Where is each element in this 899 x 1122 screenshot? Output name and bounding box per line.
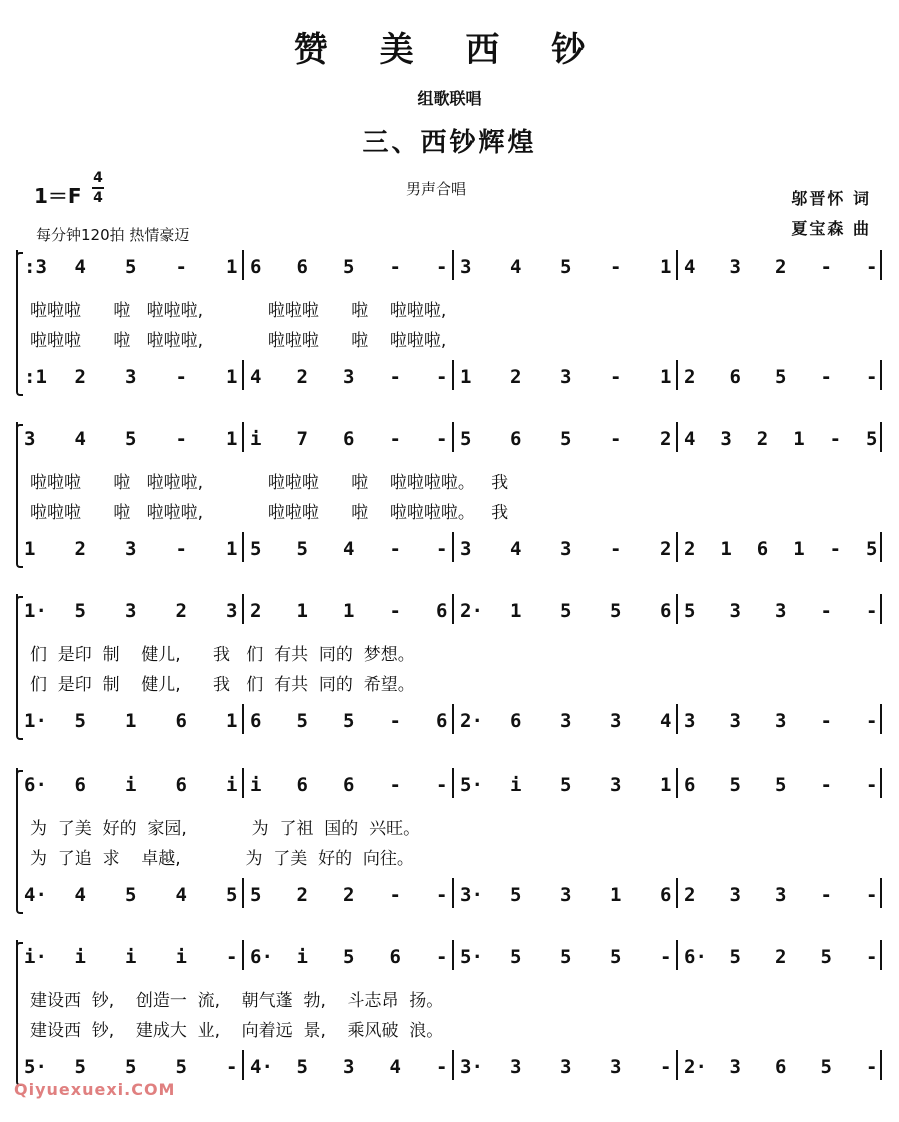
bar-line — [452, 360, 454, 390]
note: 5 — [510, 884, 522, 906]
score-system — [16, 428, 882, 568]
note: 5 — [866, 428, 878, 450]
lyric-text: 们 是印 制 健儿, 我 们 有共 同的 梦想。 — [30, 645, 415, 665]
bar-line — [880, 532, 882, 562]
note: 1 — [226, 366, 238, 388]
note: 6 — [74, 774, 86, 796]
bar-line — [880, 768, 882, 798]
note: - — [866, 1056, 878, 1078]
note: - — [820, 366, 832, 388]
note: - — [829, 538, 842, 560]
lyric-verse-2 — [16, 670, 882, 694]
lyric-verse-1 — [16, 986, 882, 1010]
bar-line — [242, 704, 244, 734]
note: 5 — [125, 884, 137, 906]
note: 6 — [436, 600, 448, 622]
bar-line — [676, 422, 678, 452]
note: 4 — [684, 428, 696, 450]
note: 3 — [560, 366, 572, 388]
note: 3 — [775, 884, 787, 906]
note: 4 — [74, 884, 86, 906]
note: 5 — [610, 600, 622, 622]
note: 5 — [175, 1056, 187, 1078]
bar-line — [242, 768, 244, 798]
bar-line — [676, 704, 678, 734]
bar-line — [452, 878, 454, 908]
bar-line — [452, 422, 454, 452]
note: 5 — [775, 774, 787, 796]
note: 2 — [775, 256, 787, 278]
bar-line — [676, 594, 678, 624]
note: - — [436, 884, 448, 906]
note: - — [866, 710, 878, 732]
note: 3 — [720, 428, 732, 450]
note: 5 — [296, 710, 308, 732]
note: 2 — [775, 946, 787, 968]
bar-line — [452, 250, 454, 280]
note: - — [866, 884, 878, 906]
note: 1· — [24, 710, 47, 732]
note: 4 — [389, 1056, 401, 1078]
note: i — [175, 946, 187, 968]
note: 3 — [610, 1056, 622, 1078]
bar-line — [452, 532, 454, 562]
note: 1 — [610, 884, 622, 906]
note: 5 — [560, 774, 572, 796]
lyric-verse-1 — [16, 296, 882, 320]
time-signature-line — [92, 187, 104, 189]
note: 4· — [24, 884, 47, 906]
note: 4 — [684, 256, 696, 278]
note: 2· — [460, 600, 483, 622]
note: 4 — [250, 366, 262, 388]
note: 4 — [660, 710, 672, 732]
note: 1 — [660, 366, 672, 388]
note: 6 — [175, 710, 187, 732]
note: 2 — [660, 538, 672, 560]
note: - — [175, 256, 187, 278]
bar-line — [676, 360, 678, 390]
upper-voice-row — [16, 600, 882, 630]
note: 1 — [343, 600, 355, 622]
note: 5 — [74, 600, 86, 622]
note: 5 — [125, 1056, 137, 1078]
note: - — [660, 946, 672, 968]
note: 3 — [729, 884, 741, 906]
bar-line — [16, 422, 18, 452]
note: i — [296, 946, 308, 968]
note: 5 — [296, 538, 308, 560]
bar-line — [242, 878, 244, 908]
composer-credit: 夏宝森 曲 — [791, 219, 871, 238]
bar-line — [880, 250, 882, 280]
note: - — [820, 256, 832, 278]
note: 1 — [793, 538, 805, 560]
note: 5 — [125, 428, 137, 450]
note: - — [389, 428, 401, 450]
lower-voice-row — [16, 538, 882, 568]
note: - — [866, 774, 878, 796]
note: 3 — [775, 600, 787, 622]
note: 1 — [460, 366, 472, 388]
note: 3 — [684, 710, 696, 732]
note: i — [250, 428, 262, 450]
note: 5 — [74, 1056, 86, 1078]
note: 1 — [24, 538, 36, 560]
note: 1 — [226, 710, 238, 732]
note: 5 — [820, 946, 832, 968]
bar-line — [16, 704, 18, 734]
upper-voice-row — [16, 774, 882, 804]
note: 6 — [343, 428, 355, 450]
bar-line — [16, 768, 18, 798]
note: 5 — [560, 256, 572, 278]
bar-line — [880, 594, 882, 624]
note: - — [820, 884, 832, 906]
note: 2 — [684, 366, 696, 388]
note: 2 — [510, 366, 522, 388]
bar-line — [880, 704, 882, 734]
lyric-verse-2 — [16, 498, 882, 522]
note: 6 — [775, 1056, 787, 1078]
bar-line — [16, 594, 18, 624]
note: - — [436, 366, 448, 388]
note: i — [125, 774, 137, 796]
note: - — [829, 428, 842, 450]
note: 5 — [74, 710, 86, 732]
note: - — [436, 256, 448, 278]
lyric-text: 啦啦啦 啦 啦啦啦, 啦啦啦 啦 啦啦啦啦。 我 — [30, 503, 509, 523]
note: i — [74, 946, 86, 968]
time-signature — [92, 170, 104, 206]
note: 3 — [560, 1056, 572, 1078]
note: - — [610, 256, 622, 278]
note: 6· — [684, 946, 707, 968]
note: i — [226, 774, 238, 796]
lyric-text: 啦啦啦 啦 啦啦啦, 啦啦啦 啦 啦啦啦, — [30, 331, 447, 351]
note: 6 — [296, 774, 308, 796]
bar-line — [242, 1050, 244, 1080]
bar-line — [16, 878, 18, 908]
lyric-verse-1 — [16, 814, 882, 838]
note: 6 — [250, 256, 262, 278]
bar-line — [452, 940, 454, 970]
bar-line — [880, 940, 882, 970]
note: - — [610, 366, 622, 388]
note: 6 — [389, 946, 401, 968]
note: - — [389, 600, 401, 622]
note: 2 — [660, 428, 672, 450]
note: 5 — [226, 884, 238, 906]
note: 3 — [610, 710, 622, 732]
note: - — [820, 774, 832, 796]
note: 2 — [684, 538, 696, 560]
upper-voice-row — [16, 946, 882, 976]
note: - — [866, 600, 878, 622]
note: 5 — [610, 946, 622, 968]
note: 5 — [866, 538, 878, 560]
key-signature: 1＝F — [34, 184, 82, 208]
lyric-text: 建设西 钞, 建成大 业, 向着远 景, 乘风破 浪。 — [30, 1021, 444, 1041]
note: - — [820, 710, 832, 732]
note: 3 — [460, 256, 472, 278]
note: 5· — [24, 1056, 47, 1078]
upper-voice-row — [16, 428, 882, 458]
bar-line — [16, 250, 18, 280]
note: 3 — [343, 366, 355, 388]
note: 5 — [560, 946, 572, 968]
note: 5 — [560, 428, 572, 450]
note: - — [389, 538, 401, 560]
note: - — [175, 428, 187, 450]
note: - — [175, 538, 187, 560]
note: 5 — [296, 1056, 308, 1078]
tempo-marking: 每分钟120拍 热情豪迈 — [36, 226, 190, 244]
bar-line — [676, 878, 678, 908]
note: 6 — [436, 710, 448, 732]
note: - — [436, 946, 448, 968]
note: 3 — [125, 600, 137, 622]
score-system — [16, 256, 882, 396]
bar-line — [676, 532, 678, 562]
note: - — [436, 428, 448, 450]
note: 5 — [510, 946, 522, 968]
voice-label: 男声合唱 — [406, 180, 467, 198]
note: 4 — [175, 884, 187, 906]
note: 5 — [125, 256, 137, 278]
note: 3 — [729, 710, 741, 732]
note: 4 — [343, 538, 355, 560]
note: 5 — [343, 946, 355, 968]
score-system — [16, 946, 882, 1086]
note: 3 — [460, 538, 472, 560]
note: - — [436, 774, 448, 796]
note: - — [866, 256, 878, 278]
note: 6 — [250, 710, 262, 732]
note: 4· — [250, 1056, 273, 1078]
note: 3 — [560, 538, 572, 560]
note: - — [610, 428, 622, 450]
note: 1· — [24, 600, 47, 622]
note: 3 — [560, 884, 572, 906]
bar-line — [16, 360, 18, 390]
note: 1 — [125, 710, 137, 732]
note: i· — [24, 946, 47, 968]
note: 5· — [460, 946, 483, 968]
note: 3 — [560, 710, 572, 732]
note: 2· — [684, 1056, 707, 1078]
note: 3 — [610, 774, 622, 796]
bar-line — [676, 768, 678, 798]
song-title: 赞 美 西 钞 — [293, 30, 606, 70]
note: 5 — [460, 428, 472, 450]
note: 4 — [74, 256, 86, 278]
note: - — [866, 366, 878, 388]
note: 5 — [250, 884, 262, 906]
time-signature-bottom: 4 — [93, 190, 103, 206]
note: - — [820, 600, 832, 622]
note: 3 — [775, 710, 787, 732]
bar-line — [16, 1050, 18, 1080]
lyric-verse-1 — [16, 468, 882, 492]
note: 2 — [756, 428, 769, 450]
bar-line — [242, 360, 244, 390]
note: 6· — [24, 774, 47, 796]
note: - — [866, 946, 878, 968]
note: 6 — [684, 774, 696, 796]
note: 1 — [793, 428, 805, 450]
note: 6 — [660, 884, 672, 906]
bar-line — [452, 1050, 454, 1080]
bar-line — [452, 594, 454, 624]
note: 5 — [775, 366, 787, 388]
bar-line — [452, 768, 454, 798]
note: 1 — [226, 538, 238, 560]
note: 2 — [74, 366, 86, 388]
note: 1 — [226, 428, 238, 450]
bar-line — [676, 250, 678, 280]
note: 5 — [684, 600, 696, 622]
note: i — [250, 774, 262, 796]
note: 1 — [660, 256, 672, 278]
lyric-text: 建设西 钞, 创造一 流, 朝气蓬 勃, 斗志昂 扬。 — [30, 991, 444, 1011]
note: 1 — [226, 256, 238, 278]
note: 2 — [175, 600, 187, 622]
lyricist-credit: 邬晋怀 词 — [791, 189, 871, 208]
note: 2 — [684, 884, 696, 906]
bar-line — [880, 878, 882, 908]
note: - — [226, 946, 238, 968]
watermark: Qiyuexuexi.COM — [14, 1080, 176, 1099]
note: 5 — [343, 256, 355, 278]
note: 3 — [125, 366, 137, 388]
lyric-verse-2 — [16, 326, 882, 350]
bar-line — [242, 940, 244, 970]
score-system — [16, 600, 882, 740]
note: 5 — [560, 600, 572, 622]
note: 6 — [343, 774, 355, 796]
note: :3 — [24, 256, 47, 278]
note: 1 — [660, 774, 672, 796]
note: 5· — [460, 774, 483, 796]
note: - — [389, 256, 401, 278]
note: 6 — [296, 256, 308, 278]
note: 3 — [125, 538, 137, 560]
lyric-verse-2 — [16, 1016, 882, 1040]
note: 1 — [510, 600, 522, 622]
note: 6 — [510, 710, 522, 732]
note: - — [436, 538, 448, 560]
lower-voice-row — [16, 884, 882, 914]
note: 5 — [729, 774, 741, 796]
note: - — [389, 366, 401, 388]
note: 6 — [756, 538, 769, 560]
note: 3 — [510, 1056, 522, 1078]
note: 6 — [510, 428, 522, 450]
upper-voice-row — [16, 256, 882, 286]
lyric-text: 啦啦啦 啦 啦啦啦, 啦啦啦 啦 啦啦啦啦。 我 — [30, 473, 509, 493]
bar-line — [16, 940, 18, 970]
note: - — [175, 366, 187, 388]
bar-line — [16, 532, 18, 562]
note: 1 — [720, 538, 732, 560]
note: 6 — [175, 774, 187, 796]
bar-line — [880, 1050, 882, 1080]
bar-line — [880, 360, 882, 390]
bar-line — [676, 940, 678, 970]
note: 4 — [510, 256, 522, 278]
bar-line — [242, 594, 244, 624]
note: 4 — [74, 428, 86, 450]
note: 2 — [250, 600, 262, 622]
note: 3 — [729, 1056, 741, 1078]
note: - — [389, 774, 401, 796]
note: - — [436, 1056, 448, 1078]
song-subtitle: 组歌联唱 — [417, 89, 482, 108]
note: 6· — [250, 946, 273, 968]
lyric-text: 为 了美 好的 家园, 为 了祖 国的 兴旺。 — [30, 819, 421, 839]
note: i — [125, 946, 137, 968]
note: 3 — [343, 1056, 355, 1078]
note: - — [660, 1056, 672, 1078]
note: 2· — [460, 710, 483, 732]
bar-line — [242, 422, 244, 452]
note: 5 — [250, 538, 262, 560]
note: 5 — [343, 710, 355, 732]
note: 3 — [24, 428, 36, 450]
note: 3· — [460, 1056, 483, 1078]
bar-line — [242, 250, 244, 280]
lyric-text: 们 是印 制 健儿, 我 们 有共 同的 希望。 — [30, 675, 415, 695]
note: 3· — [460, 884, 483, 906]
note: 2 — [74, 538, 86, 560]
score-system — [16, 774, 882, 914]
bar-line — [676, 1050, 678, 1080]
lyric-verse-2 — [16, 844, 882, 868]
bar-line — [452, 704, 454, 734]
time-signature-top: 4 — [93, 170, 103, 186]
note: 3 — [729, 600, 741, 622]
section-title: 三、西钞辉煌 — [362, 128, 537, 158]
note: 5 — [820, 1056, 832, 1078]
note: :1 — [24, 366, 47, 388]
note: - — [610, 538, 622, 560]
note: 3 — [226, 600, 238, 622]
lyric-text: 啦啦啦 啦 啦啦啦, 啦啦啦 啦 啦啦啦, — [30, 301, 447, 321]
note: 4 — [510, 538, 522, 560]
note: - — [389, 884, 401, 906]
lyric-verse-1 — [16, 640, 882, 664]
note: 5 — [729, 946, 741, 968]
note: 2 — [296, 366, 308, 388]
bar-line — [242, 532, 244, 562]
note: i — [510, 774, 522, 796]
lower-voice-row — [16, 710, 882, 740]
note: - — [226, 1056, 238, 1078]
note: 6 — [729, 366, 741, 388]
note: 6 — [660, 600, 672, 622]
bar-line — [880, 422, 882, 452]
note: 3 — [729, 256, 741, 278]
lyric-text: 为 了追 求 卓越, 为 了美 好的 向往。 — [30, 849, 414, 869]
note: 7 — [296, 428, 308, 450]
note: 1 — [296, 600, 308, 622]
note: 2 — [343, 884, 355, 906]
note: 2 — [296, 884, 308, 906]
note: - — [389, 710, 401, 732]
lower-voice-row — [16, 366, 882, 396]
